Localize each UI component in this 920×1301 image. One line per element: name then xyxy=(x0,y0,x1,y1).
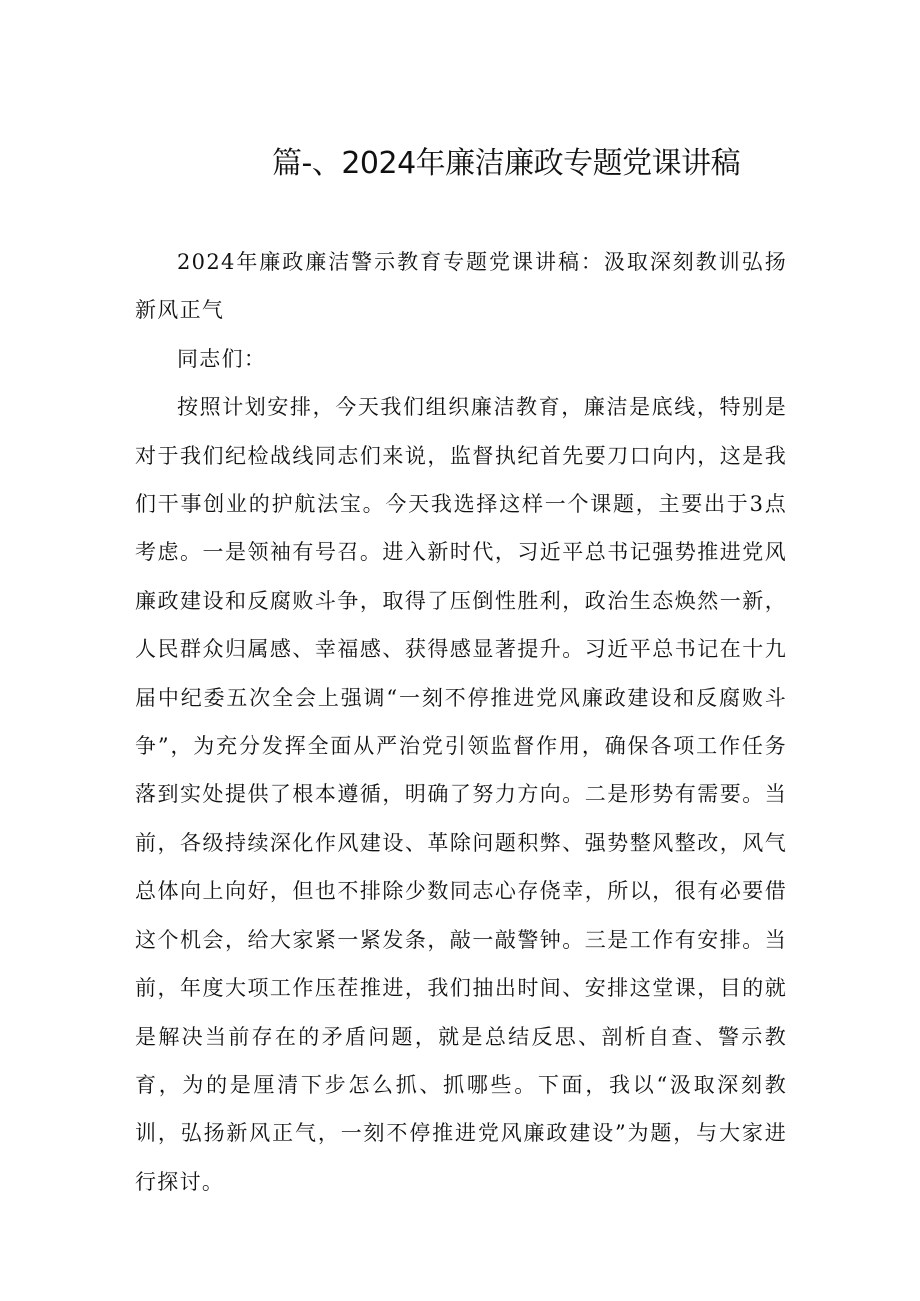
salutation: 同志们： xyxy=(177,346,267,371)
document-title: 篇-、2024年廉洁廉政专题党课讲稿 xyxy=(272,146,741,181)
body-paragraph: 按照计划安排，今天我们组织廉洁教育，廉洁是底线，特别是对于我们纪检战线同志们来说，监督执纪首先要刀口向内，这是我们干事创业的护航法宝。今天我选择这样一个课题，主要出于3点考虑。一是领袖有号召。进入新时代，习近平总书记强势推进党风廉政建设和反腐败斗争，取得了压倒性胜利，政治生态焕然一新，人民群众归属感、幸福感、获得感显著提升。习近平总书记在十九届中纪委五次全会上强调“一刻不停推进党风廉政建设和反腐败斗争”，为充分发挥全面从严治党引领监督作用，确保各项工作任务落到实处提供了根本遵循，明确了努力方向。二是形势有需要。当前，各级持续深化作风建设、革除问题积弊、强势整风整改，风气总体向上向好，但也不排除少数同志心存侥幸，所以，很有必要借这个机会，给大家紧一紧发条，敲一敲警钟。三是工作有安排。当前，年度大项工作压茬推进，我们抽出时间、安排这堂课，目的就是解决当前存在的矛盾问题，就是总结反思、剖析自查、警示教育，为的是厘清下步怎么抓、抓哪些。下面，我以“汲取深刻教训，弘扬新风正气，一刻不停推进党风廉政建设”为题，与大家进行探讨。 xyxy=(135,395,787,1194)
document-subtitle: 2024年廉政廉洁警示教育专题党课讲稿：汲取深刻教训弘扬新风正气 xyxy=(135,250,787,323)
document-body xyxy=(135,238,787,1206)
